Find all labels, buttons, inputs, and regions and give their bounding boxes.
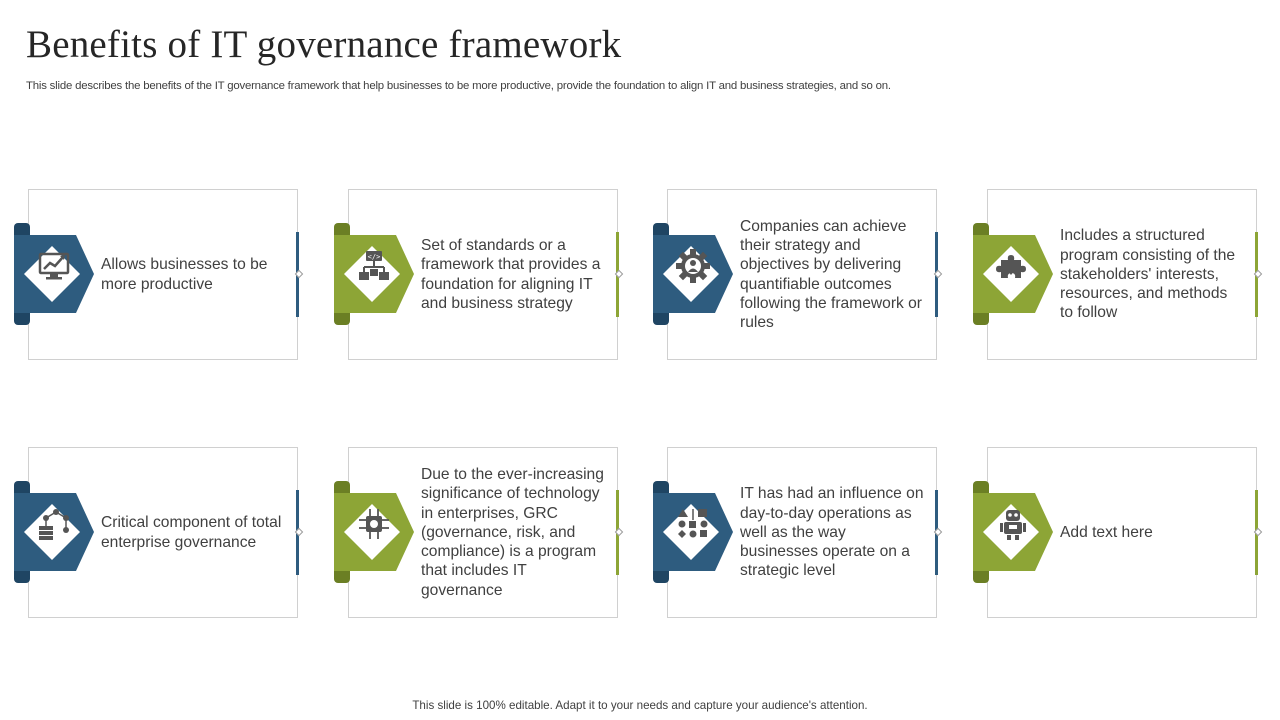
card-text-wrap [740, 448, 924, 617]
card-text: Includes a structured program consisting of the stakeholders' interests, resources, and methods to follow [1060, 227, 1236, 322]
benefit-card [667, 189, 937, 360]
robot-icon [995, 506, 1031, 542]
card-text: IT has had an influence on day-to-day operations as well as the way businesses operate on a strategic level [740, 485, 924, 580]
shapes-hierarchy-icon [675, 506, 711, 542]
badge [14, 481, 95, 583]
benefit-card [987, 189, 1257, 360]
gear-person-icon [675, 248, 711, 284]
badge [973, 481, 1054, 583]
card-text: Critical component of total enterprise governance [101, 514, 282, 551]
benefit-card [348, 447, 618, 618]
card-text: Set of standards or a framework that provides a foundation for aligning IT and business strategy [421, 237, 601, 312]
card-text-wrap [101, 448, 285, 617]
page-title: Benefits of IT governance framework [26, 23, 622, 66]
server-network-icon [36, 506, 72, 542]
card-text: Add text here [1060, 523, 1153, 541]
badge [334, 481, 415, 583]
benefit-card [987, 447, 1257, 618]
badge [334, 223, 415, 325]
benefit-card [348, 189, 618, 360]
footer-note: This slide is 100% editable. Adapt it to your needs and capture your audience's attention. [412, 699, 868, 712]
code-flowchart-icon [356, 248, 392, 284]
card-text: Companies can achieve their strategy and objectives by delivering quantifiable outcomes following the framework or rules [740, 217, 923, 331]
card-text-wrap [1060, 190, 1244, 359]
card-text: Allows businesses to be more productive [101, 256, 268, 293]
benefit-card [28, 189, 298, 360]
page-subtitle: This slide describes the benefits of the IT governance framework that help businesses to be more productive, provide the foundation to align IT and business strategies, and so on. [26, 80, 891, 92]
card-text-wrap [740, 190, 924, 359]
monitor-growth-icon [36, 248, 72, 284]
svg-text:</>: </> [367, 253, 381, 261]
card-text-wrap [101, 190, 285, 359]
card-text-wrap [421, 190, 605, 359]
card-text-wrap [421, 448, 605, 617]
badge [653, 223, 734, 325]
card-text-wrap [1060, 448, 1244, 617]
badge [653, 481, 734, 583]
card-text: Due to the ever-increasing significance of technology in enterprises, GRC (governance, risk, and compliance) is a program that includes IT governance [421, 466, 604, 599]
badge [14, 223, 95, 325]
badge [973, 223, 1054, 325]
benefit-card [667, 447, 937, 618]
puzzle-piece-icon [995, 248, 1031, 284]
benefit-card [28, 447, 298, 618]
circuit-chip-icon [356, 506, 392, 542]
